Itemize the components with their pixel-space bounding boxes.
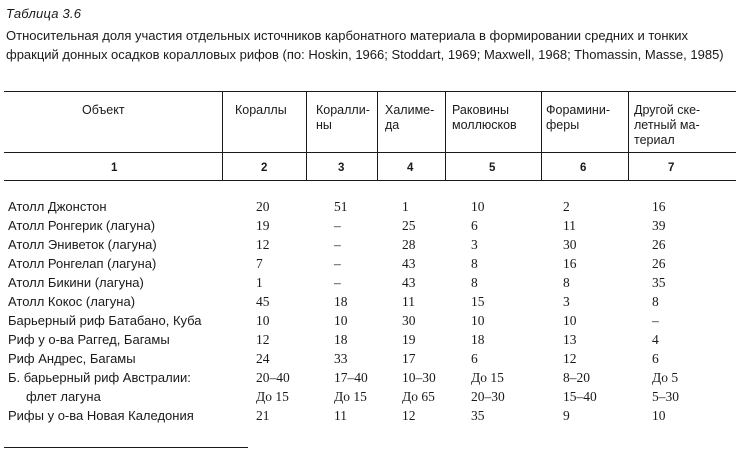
table-row (0, 197, 740, 216)
cell-halimeda: 17 (402, 351, 416, 366)
cell-mollusc-shells: 8 (471, 256, 478, 271)
row-object: Б. барьерный риф Австралии: (8, 370, 191, 385)
cell-corallines: – (334, 218, 341, 233)
cell-halimeda: 19 (402, 332, 416, 347)
row-object: Атолл Ронгелап (лагуна) (8, 256, 157, 271)
cell-other-skeletal: 39 (652, 218, 666, 233)
cell-corallines: 11 (334, 408, 347, 423)
column-number: 1 (111, 162, 118, 174)
cell-mollusc-shells: 18 (471, 332, 485, 347)
cell-corals: 10 (256, 313, 270, 328)
row-object: Атолл Эниветок (лагуна) (8, 237, 157, 252)
column-header-other-skeletal: Другой ске- летный ма- териал (634, 103, 701, 147)
column-number: 6 (580, 162, 587, 174)
table-top-rule (4, 91, 736, 92)
cell-halimeda: 28 (402, 237, 416, 252)
header-divider (541, 92, 542, 180)
cell-corals: 12 (256, 332, 270, 347)
row-object: Риф у о-ва Раггед, Багамы (8, 332, 170, 347)
table-row (0, 292, 740, 311)
table-bottom-rule (4, 447, 248, 448)
table-row (0, 368, 740, 387)
row-object: Атолл Джонстон (8, 199, 107, 214)
cell-corallines: 18 (334, 332, 348, 347)
cell-corals: 12 (256, 237, 270, 252)
cell-other-skeletal: 26 (652, 256, 666, 271)
cell-other-skeletal: 8 (652, 294, 659, 309)
cell-foraminifera: 15–40 (563, 389, 597, 404)
cell-corallines: До 15 (334, 389, 367, 404)
cell-foraminifera: 9 (563, 408, 570, 423)
row-object: Атолл Бикини (лагуна) (8, 275, 144, 290)
table-label: Таблица 3.6 (6, 6, 82, 21)
cell-foraminifera: 3 (563, 294, 570, 309)
column-number: 3 (338, 162, 345, 174)
row-object: Риф Андрес, Багамы (8, 351, 136, 366)
cell-corallines: – (334, 237, 341, 252)
column-number: 7 (668, 162, 675, 174)
header-rule (4, 152, 736, 153)
cell-corals: 19 (256, 218, 270, 233)
column-number: 4 (407, 162, 414, 174)
cell-mollusc-shells: 3 (471, 237, 478, 252)
cell-corallines: 33 (334, 351, 348, 366)
cell-corals: До 15 (256, 389, 289, 404)
cell-halimeda: До 65 (402, 389, 435, 404)
cell-corallines: 10 (334, 313, 348, 328)
cell-other-skeletal: 10 (652, 408, 666, 423)
cell-corallines: 17–40 (334, 370, 368, 385)
cell-halimeda: 1 (402, 199, 409, 214)
cell-halimeda: 11 (402, 294, 415, 309)
cell-other-skeletal: 6 (652, 351, 659, 366)
cell-foraminifera: 10 (563, 313, 577, 328)
table-row (0, 330, 740, 349)
cell-other-skeletal: 26 (652, 237, 666, 252)
column-header-halimeda: Халиме- да (385, 103, 435, 132)
header-divider (628, 92, 629, 180)
cell-foraminifera: 8–20 (563, 370, 590, 385)
cell-corals: 20 (256, 199, 270, 214)
cell-other-skeletal: – (652, 313, 659, 328)
numbers-rule (4, 180, 736, 181)
cell-mollusc-shells: 10 (471, 313, 485, 328)
column-number: 2 (261, 162, 268, 174)
column-header-mollusc-shells: Раковины моллюсков (452, 103, 517, 132)
row-object: Атолл Ронгерик (лагуна) (8, 218, 156, 233)
cell-corals: 7 (256, 256, 263, 271)
cell-corallines: 18 (334, 294, 348, 309)
table-body (0, 197, 740, 425)
cell-other-skeletal: 4 (652, 332, 659, 347)
cell-foraminifera: 13 (563, 332, 577, 347)
cell-other-skeletal: 5–30 (652, 389, 679, 404)
cell-corals: 1 (256, 275, 263, 290)
cell-foraminifera: 8 (563, 275, 570, 290)
cell-corals: 21 (256, 408, 270, 423)
cell-corallines: – (334, 256, 341, 271)
cell-foraminifera: 11 (563, 218, 576, 233)
column-header-corallines: Коралли- ны (316, 103, 370, 132)
column-header-corals: Кораллы (235, 103, 287, 117)
cell-corallines: – (334, 275, 341, 290)
cell-mollusc-shells: 8 (471, 275, 478, 290)
header-divider (306, 92, 307, 180)
cell-mollusc-shells: 20–30 (471, 389, 505, 404)
header-divider (445, 92, 446, 180)
table-caption: Относительная доля участия отдельных источников карбонатного материала в формировании средних и тонких фракций донных осадков коралловых рифов (по: Hoskin, 1966; Stoddart, 1969; Maxwell, 1968; Thomassin, Masse, 1985) (6, 28, 724, 62)
cell-foraminifera: 30 (563, 237, 577, 252)
cell-mollusc-shells: 15 (471, 294, 485, 309)
table-row (0, 387, 740, 406)
cell-other-skeletal: До 5 (652, 370, 679, 385)
cell-corallines: 51 (334, 199, 348, 214)
row-object: Барьерный риф Батабано, Куба (8, 313, 202, 328)
table-row (0, 349, 740, 368)
header-divider (222, 92, 223, 180)
cell-foraminifera: 16 (563, 256, 577, 271)
cell-mollusc-shells: 35 (471, 408, 485, 423)
column-header-foraminifera: Форамини- феры (546, 103, 610, 132)
cell-halimeda: 30 (402, 313, 416, 328)
table-row (0, 216, 740, 235)
row-object: флет лагуна (26, 389, 101, 404)
cell-mollusc-shells: 6 (471, 351, 478, 366)
cell-halimeda: 12 (402, 408, 416, 423)
table-row (0, 254, 740, 273)
cell-halimeda: 10–30 (402, 370, 436, 385)
cell-halimeda: 43 (402, 256, 416, 271)
row-object: Атолл Кокос (лагуна) (8, 294, 136, 309)
column-number: 5 (489, 162, 496, 174)
table-row (0, 235, 740, 254)
cell-foraminifera: 12 (563, 351, 577, 366)
header-divider (377, 92, 378, 180)
cell-corals: 45 (256, 294, 270, 309)
cell-halimeda: 25 (402, 218, 416, 233)
cell-corals: 24 (256, 351, 270, 366)
column-header-object: Объект (82, 103, 125, 117)
cell-mollusc-shells: 10 (471, 199, 485, 214)
cell-halimeda: 43 (402, 275, 416, 290)
table-row (0, 406, 740, 425)
row-object: Рифы у о-ва Новая Каледония (8, 408, 194, 423)
cell-other-skeletal: 35 (652, 275, 666, 290)
cell-corals: 20–40 (256, 370, 290, 385)
cell-mollusc-shells: До 15 (471, 370, 504, 385)
table-row (0, 311, 740, 330)
table-row (0, 273, 740, 292)
cell-other-skeletal: 16 (652, 199, 666, 214)
cell-foraminifera: 2 (563, 199, 570, 214)
cell-mollusc-shells: 6 (471, 218, 478, 233)
